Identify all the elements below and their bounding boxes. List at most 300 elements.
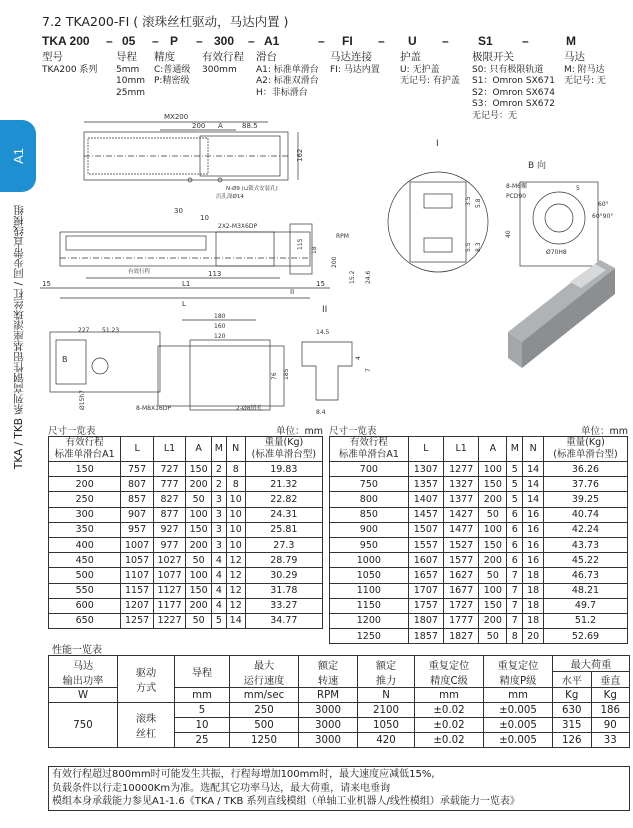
dim-5-8: 5.8 (475, 198, 482, 208)
table-cell: 5 (507, 477, 523, 492)
table-cell: 907 (121, 507, 153, 522)
dim-15-right: 15 (316, 280, 325, 288)
table-cell: ±0.005 (484, 718, 553, 733)
dim-200: 200 (192, 122, 206, 130)
table-cell: 43.73 (543, 537, 627, 552)
table-cell: 200 (186, 537, 212, 552)
perf-unit-thrust: N (358, 688, 415, 703)
table-cell: 18 (523, 598, 544, 613)
table-cell: 14 (523, 462, 544, 477)
table-cell: 50 (186, 553, 212, 568)
section-i-label: I (436, 139, 439, 149)
legend-line: 无记号: 有护盖 (400, 76, 460, 86)
table-cell: 12 (226, 583, 245, 598)
table-cell: 37.76 (543, 477, 627, 492)
hole-note: N-Ø9 (⊔锁式安装孔) (226, 186, 278, 192)
table-cell: 750 (330, 477, 409, 492)
table-cell: 7 (507, 568, 523, 583)
table-cell: 10 (226, 537, 245, 552)
end-view (50, 327, 160, 410)
table-cell: 16 (523, 553, 544, 568)
legend-head: 极限开关 (472, 51, 514, 63)
model-code-sep: – (442, 34, 449, 48)
section-ii-label: II (322, 305, 328, 315)
table-cell: 8 (226, 462, 245, 477)
table-cell: 1227 (153, 613, 185, 628)
dim-14-5: 14.5 (316, 329, 330, 336)
table-cell: 1257 (121, 613, 153, 628)
table-cell: 1677 (444, 583, 479, 598)
table-cell: 3 (212, 537, 227, 552)
size-table-unit: 单位：mm (275, 426, 323, 437)
table-row (330, 537, 628, 552)
model-code-part: S1 (478, 34, 493, 48)
table-cell: 827 (153, 492, 185, 507)
table-row (330, 507, 628, 522)
dim-18: 18 (311, 246, 318, 254)
dim-70h8: Ø70H8 (546, 249, 567, 256)
legend-head: 滑台 (256, 51, 277, 63)
dim-mx200: MX200 (164, 113, 189, 121)
size-table-header-cell: L1 (444, 437, 479, 462)
table-cell: 4 (212, 598, 227, 613)
technical-drawing (40, 110, 630, 425)
model-code-sep: – (196, 34, 203, 48)
perf-unit-rep-p: mm (484, 688, 553, 703)
dim-15-left: 15 (42, 280, 51, 288)
perf-unit-speed: mm/sec (230, 688, 299, 703)
table-cell: 1557 (408, 537, 443, 552)
table-cell: 1127 (153, 583, 185, 598)
model-code-sep: – (152, 34, 159, 48)
table-cell: 2 (212, 462, 227, 477)
pin-note: 2-Ø8销孔 (236, 405, 263, 412)
table-cell: 40.74 (543, 507, 627, 522)
table-row (49, 583, 323, 598)
table-cell: 1027 (153, 553, 185, 568)
table-cell: 22.82 (245, 492, 322, 507)
model-code-part: 300 (214, 34, 235, 48)
dim-15-2: 15.2 (349, 270, 356, 284)
table-cell: 1007 (121, 537, 153, 552)
table-cell: 16 (523, 507, 544, 522)
dim-120: 120 (214, 333, 226, 340)
dim-l: L (182, 300, 186, 308)
table-cell: 250 (230, 703, 299, 718)
model-code-part: FI (342, 34, 353, 48)
table-cell: 900 (330, 522, 409, 537)
table-cell: 5 (175, 703, 230, 718)
table-cell: 6 (507, 553, 523, 568)
note-line: 负载条件以行走10000Km为准。选配其它功率马达，最大荷重，请来电垂询 (52, 782, 391, 794)
chapter-tab-label: A1 (10, 148, 26, 164)
table-cell: 45.22 (543, 553, 627, 568)
table-cell: 1157 (121, 583, 153, 598)
size-table-header-cell: 重量(Kg) (标准单滑台型) (543, 437, 627, 462)
table-cell: 1277 (444, 462, 479, 477)
table-cell: 16 (523, 522, 544, 537)
table-cell: 48.21 (543, 583, 627, 598)
table-cell: 420 (358, 733, 415, 748)
table-cell: 200 (49, 477, 121, 492)
table-row (330, 629, 628, 644)
table-cell: 1307 (408, 462, 443, 477)
table-row (330, 598, 628, 613)
dim-51-23: 51.23 (102, 327, 120, 334)
chapter-tab[interactable] (0, 120, 36, 192)
table-row (49, 553, 323, 568)
table-cell: 100 (186, 507, 212, 522)
legend-line: A1: 标准单滑台 (256, 64, 319, 75)
table-cell: 3000 (299, 703, 358, 718)
legend-line: 25mm (116, 87, 145, 98)
table-cell: 1777 (444, 613, 479, 628)
table-cell: 2 (212, 477, 227, 492)
legend-line: 10mm (116, 76, 145, 86)
table-cell: 1050 (358, 718, 415, 733)
table-cell: 1327 (444, 477, 479, 492)
table-cell: 50 (479, 629, 507, 644)
model-code-sep: – (318, 34, 325, 48)
table-cell: 3 (212, 507, 227, 522)
size-table-header-cell: M (507, 437, 523, 462)
table-cell: 50 (186, 613, 212, 628)
size-table-header-cell: L (408, 437, 443, 462)
table-cell: 3000 (299, 718, 358, 733)
size-table-header-cell: A (479, 437, 507, 462)
table-cell: 50 (186, 492, 212, 507)
perf-header-vertical: 垂直 (591, 672, 630, 688)
table-cell: 1407 (408, 492, 443, 507)
table-cell: 650 (49, 613, 121, 628)
size-table-header-cell: 有效行程 标准单滑台A1 (49, 437, 121, 462)
angle-60-90: 60°90° (592, 213, 614, 220)
table-cell: ±0.02 (415, 718, 484, 733)
table-cell: 150 (49, 462, 121, 477)
legend-line: H：非标滑台 (256, 87, 308, 98)
table-cell: 1607 (408, 553, 443, 568)
table-cell: 950 (330, 537, 409, 552)
model-code-part: 05 (122, 34, 136, 48)
perf-header-rpm: 额定 转速 (299, 656, 358, 688)
size-table-caption: 尺寸一览表 (329, 426, 377, 437)
sidebar (0, 0, 38, 828)
table-cell: 30.29 (245, 568, 322, 583)
dim-113: 113 (208, 270, 222, 278)
table-cell: 12 (226, 553, 245, 568)
top-view (84, 113, 304, 200)
model-code-sep: – (522, 34, 529, 48)
table-cell: ±0.02 (415, 733, 484, 748)
table-cell: 6 (507, 522, 523, 537)
perf-header-horizontal: 水平 (553, 672, 592, 688)
table-cell: 3 (212, 522, 227, 537)
legend-head: 护盖 (400, 51, 421, 63)
table-cell: 1457 (408, 507, 443, 522)
table-cell: 100 (479, 462, 507, 477)
table-row (330, 583, 628, 598)
table-cell: 150 (186, 462, 212, 477)
table-cell: 186 (591, 703, 630, 718)
table-cell: 36.26 (543, 462, 627, 477)
table-cell: 1057 (121, 553, 153, 568)
legend-line: P:精密级 (154, 76, 190, 86)
table-cell: 550 (49, 583, 121, 598)
dim-162: 162 (296, 148, 304, 162)
table-cell: 126 (553, 733, 592, 748)
model-code-part: P (170, 34, 179, 48)
table-cell: 1207 (121, 598, 153, 613)
table-cell: 2100 (358, 703, 415, 718)
table-cell: 315 (553, 718, 592, 733)
table-cell: 200 (186, 477, 212, 492)
size-table-header-cell: A (186, 437, 212, 462)
size-table-unit: 单位：mm (580, 426, 628, 437)
table-cell: 600 (49, 598, 121, 613)
table-cell: 7 (507, 583, 523, 598)
legend-line: S1：Omron SX671 (472, 76, 555, 86)
table-cell: 1807 (408, 613, 443, 628)
size-table-header-cell: N (523, 437, 544, 462)
table-cell: 1000 (330, 553, 409, 568)
view-b-detail (505, 159, 613, 266)
dim-200-b: 200 (331, 256, 338, 268)
size-table-header-cell: 有效行程 标准单滑台A1 (330, 437, 409, 462)
legend-line: C:普通级 (154, 64, 191, 75)
legend-head: 导程 (116, 51, 137, 63)
table-cell: 19.83 (245, 462, 322, 477)
table-cell: 14 (523, 477, 544, 492)
model-code-part: TKA 200 (42, 34, 90, 48)
table-cell: 18 (523, 583, 544, 598)
dim-3-5: 3.5 (465, 196, 472, 206)
table-cell: 727 (153, 462, 185, 477)
table-cell: 8 (507, 629, 523, 644)
table-row (49, 537, 323, 552)
legend-line: S3：Omron SX672 (472, 99, 555, 109)
size-table-header-row (49, 437, 323, 462)
table-cell: 33.27 (245, 598, 322, 613)
table-cell: 20 (523, 629, 544, 644)
table-cell: 27.3 (245, 537, 322, 552)
table-row (49, 613, 323, 628)
table-cell: 46.73 (543, 568, 627, 583)
size-table-caption-row (48, 423, 323, 436)
dim-88-5: 88.5 (242, 122, 258, 130)
table-cell: 3000 (299, 733, 358, 748)
table-row (330, 462, 628, 477)
table-cell: 1100 (330, 583, 409, 598)
dim-7: 7 (365, 368, 372, 372)
table-cell: 757 (121, 462, 153, 477)
view-b-label: B 向 (528, 161, 547, 171)
table-cell: 300 (49, 507, 121, 522)
table-cell: 1507 (408, 522, 443, 537)
table-cell: ±0.02 (415, 703, 484, 718)
table-cell: 14 (523, 492, 544, 507)
dim-4: 4 (355, 356, 362, 360)
size-table-header-cell: M (212, 437, 227, 462)
perf-header-rep-p: 重复定位 精度P级 (484, 656, 553, 688)
dim-5-5: 5.5 (465, 242, 472, 252)
table-cell: 1150 (330, 598, 409, 613)
dim-160: 160 (214, 323, 226, 330)
table-row (49, 462, 323, 477)
legend-line: A2: 标准双滑台 (256, 76, 319, 86)
page-title: 7.2 TKA200-FI ( 滚珠丝杠驱动，马达内置 ) (42, 14, 289, 29)
perf-unit-horizontal: Kg (553, 688, 592, 703)
section-ii-detail (302, 305, 372, 416)
table-row (330, 492, 628, 507)
table-row (49, 477, 323, 492)
note-line: 有效行程超过800mm时可能发生共振，行程每增加100mm时，最大速度应减低15%, (52, 769, 435, 780)
legend-line: S2：Omron SX674 (472, 87, 555, 98)
dim-8-3: 8.3 (475, 242, 482, 252)
tap-note: 2X2-M3X6DP (218, 223, 258, 230)
legend-head: 马达 (564, 51, 585, 63)
table-cell: 90 (591, 718, 630, 733)
table-cell: 50 (479, 568, 507, 583)
dim-30: 30 (174, 207, 183, 215)
legend-line: S0: 只有极限轨道 (472, 64, 544, 75)
table-cell: 1077 (153, 568, 185, 583)
table-cell: 1477 (444, 522, 479, 537)
size-table-right (329, 436, 628, 644)
side-view (40, 207, 372, 308)
rpm-label: RPM (336, 233, 349, 240)
table-cell: 51.2 (543, 613, 627, 628)
legend-line: U: 无护盖 (400, 64, 440, 75)
model-code-part: U (408, 34, 417, 48)
size-table-caption-row (329, 423, 628, 436)
note-line: 模组本身承载能力参见A1-1.6《TKA / TKB 系列直线模组（单轴工业机器人/线性模组）承载能力一览表》 (52, 796, 520, 807)
legend-line: M: 附马达 (564, 64, 605, 75)
dim-180: 180 (214, 313, 226, 320)
legend-line: 300mm (202, 64, 237, 75)
table-cell: 1857 (408, 629, 443, 644)
dim-76: 76 (271, 372, 278, 380)
table-cell: 150 (186, 583, 212, 598)
perf-unit-vertical: Kg (591, 688, 630, 703)
perf-unit-motor: W (49, 688, 118, 703)
table-cell: 14 (226, 613, 245, 628)
pcd-note: PCD90 (506, 193, 527, 200)
perf-unit-rpm: RPM (299, 688, 358, 703)
size-table-header-cell: L1 (153, 437, 185, 462)
chapter-vertical-title (8, 205, 28, 505)
table-cell: 24.31 (245, 507, 322, 522)
table-cell: 1827 (444, 629, 479, 644)
table-cell: 10 (226, 522, 245, 537)
stroke-label: 有效行程 (128, 269, 151, 275)
legend-line: TKA200 系列 (42, 64, 98, 75)
table-cell: 630 (553, 703, 592, 718)
table-cell: 12 (226, 598, 245, 613)
table-cell: 450 (49, 553, 121, 568)
size-table-header-cell: 重量(Kg) (标准单滑台型) (245, 437, 322, 462)
model-code-part: A1 (264, 34, 280, 48)
notes-box (48, 766, 630, 811)
table-cell: 49.7 (543, 598, 627, 613)
table-cell: 25 (175, 733, 230, 748)
table-cell: 12 (226, 568, 245, 583)
view-b-marker: B (62, 355, 68, 364)
table-cell: 1527 (444, 537, 479, 552)
table-cell: 42.24 (543, 522, 627, 537)
dim-a: A (218, 122, 223, 130)
size-table-right-wrap (329, 423, 628, 644)
table-cell: 977 (153, 537, 185, 552)
table-cell: 10 (226, 492, 245, 507)
table-cell: 5 (507, 462, 523, 477)
m8-note: 8-M8X16DP (136, 405, 171, 412)
dim-8-4: 8.4 (316, 409, 326, 416)
perf-unit-rep-c: mm (415, 688, 484, 703)
table-cell: 33 (591, 733, 630, 748)
table-cell: 7 (507, 598, 523, 613)
table-cell: 927 (153, 522, 185, 537)
table-cell: 18 (523, 568, 544, 583)
table-cell: 28.79 (245, 553, 322, 568)
table-cell: 350 (49, 522, 121, 537)
perf-table-caption: 性能一览表 (52, 645, 102, 656)
table-cell: 100 (186, 568, 212, 583)
size-table-left (48, 436, 323, 629)
m6-note: 8-M6螺 (506, 183, 527, 190)
legend-line: 无记号：无 (472, 110, 518, 121)
perf-motor-value: 750 (49, 703, 118, 748)
table-cell: 4 (212, 553, 227, 568)
table-cell: 877 (153, 507, 185, 522)
table-cell: 4 (212, 583, 227, 598)
table-cell: 150 (479, 598, 507, 613)
table-cell: 200 (479, 613, 507, 628)
table-cell: 1727 (444, 598, 479, 613)
model-code-sep: – (248, 34, 255, 48)
perf-unit-lead: mm (175, 688, 230, 703)
table-cell: 1107 (121, 568, 153, 583)
size-table-header-cell: N (226, 437, 245, 462)
table-cell: 400 (49, 537, 121, 552)
table-cell: 1177 (153, 598, 185, 613)
dim-10: 10 (200, 214, 209, 222)
size-table-header-cell: L (121, 437, 153, 462)
table-row (49, 703, 630, 718)
table-cell: 1757 (408, 598, 443, 613)
table-cell: 1657 (408, 568, 443, 583)
table-cell: 200 (479, 553, 507, 568)
size-table-header-row (330, 437, 628, 462)
table-cell: 6 (507, 507, 523, 522)
table-cell: 5 (507, 492, 523, 507)
table-cell: 34.77 (245, 613, 322, 628)
chapter-vertical-title-text: TKA / TKB 系列高钢性铝基座滚珠丝杠 / 同步带直线模组 (12, 205, 25, 470)
perf-header-speed: 最大 运行速度 (230, 656, 299, 688)
table-cell: 100 (479, 583, 507, 598)
table-cell: 7 (507, 613, 523, 628)
dim-5-b: 5 (576, 185, 580, 192)
table-cell: 800 (330, 492, 409, 507)
table-cell: 4 (212, 568, 227, 583)
table-cell: 1050 (330, 568, 409, 583)
table-cell: 150 (479, 477, 507, 492)
table-cell: 700 (330, 462, 409, 477)
table-cell: 6 (507, 537, 523, 552)
table-cell: 250 (49, 492, 121, 507)
legend-line: 无记号: 无 (564, 76, 606, 86)
table-row (49, 568, 323, 583)
product-3d-image (508, 260, 615, 368)
